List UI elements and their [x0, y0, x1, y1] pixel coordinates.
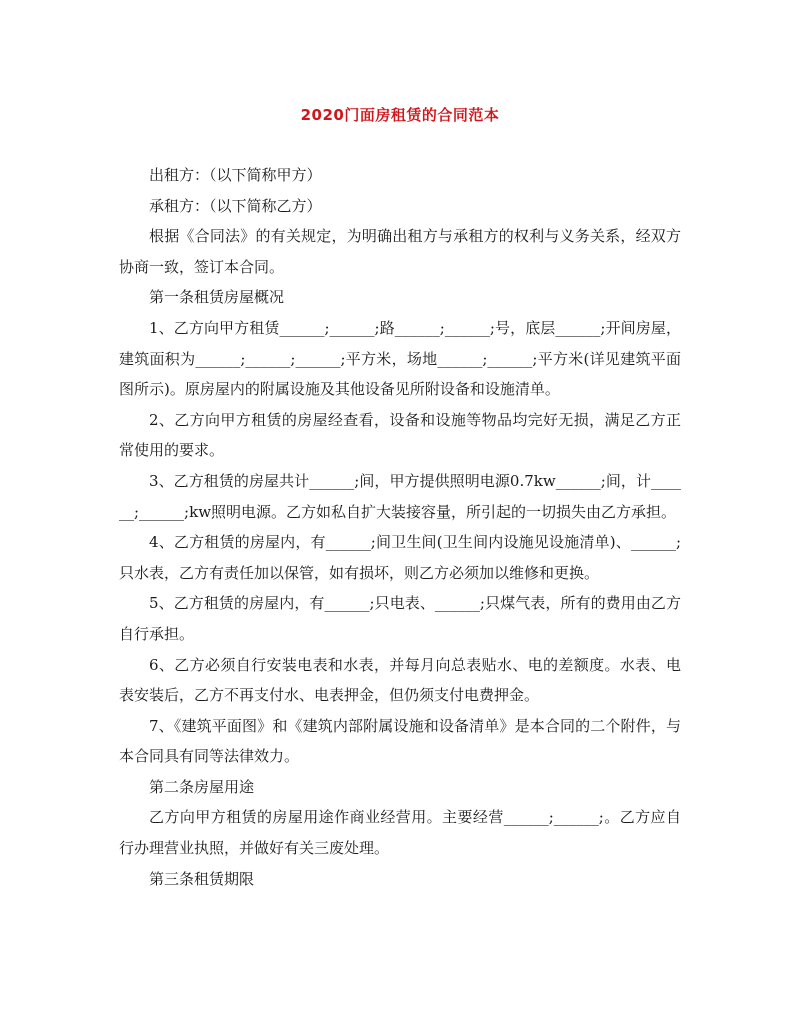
paragraph-clause-1-2: 2、乙方向甲方租赁的房屋经查看，设备和设施等物品均完好无损，满足乙方正常使用的要求。 — [119, 410, 681, 460]
section-heading-2: 第二条房屋用途 — [149, 777, 255, 796]
paragraph-clause-1-4: 4、乙方租赁的房屋内，有______;间卫生间(卫生间内设施见设施清单)、______;只水表，乙方有责任加以保管，如有损坏，则乙方必须加以维修和更换。 — [119, 533, 681, 582]
paragraph-lessor: 出租方：（以下简称甲方） — [149, 166, 322, 184]
section-heading-1: 第一条租赁房屋概况 — [149, 288, 285, 307]
section-heading-3: 第三条租赁期限 — [149, 869, 255, 888]
paragraph-clause-1-7: 7、《建筑平面图》和《建筑内部附属设施和设备清单》是本合同的二个附件，与本合同具有同等法律效力。 — [119, 716, 681, 766]
paragraph-clause-1-6: 6、乙方必须自行安装电表和水表，并每月向总表贴水、电的差额度。水表、电表安装后，乙方不再支付水、电表押金，但仍须支付电费押金。 — [119, 655, 681, 705]
paragraph-clause-1-1: 1、乙方向甲方租赁______;______;路______;______;号，底层______;开间房屋，建筑面积为______;______;______;平方米，场地______;______;平方米(详见建筑平面图所示)。原房屋内的附属设施及其他设备见所附设备和设施清单。 — [119, 318, 681, 399]
paragraph-preamble: 根据《合同法》的有关规定，为明确出租方与承租方的权利与义务关系，经双方协商一致，签订本合同。 — [119, 227, 681, 276]
paragraph-clause-1-3: 3、乙方租赁的房屋共计______;间，甲方提供照明电源0.7kw______;间，计______;______;kw照明电源。乙方如私自扩大装接容量，所引起的一切损失由乙方承担。 — [119, 471, 681, 521]
paragraph-lessee: 承租方：（以下简称乙方） — [149, 196, 322, 215]
document-title: 2020门面房租赁的合同范本 — [300, 106, 500, 124]
paragraph-clause-1-5: 5、乙方租赁的房屋内，有______;只电表、______;只煤气表，所有的费用由乙方自行承担。 — [119, 594, 681, 643]
paragraph-clause-2: 乙方向甲方租赁的房屋用途作商业经营用。主要经营______;______;。乙方应自行办理营业执照，并做好有关三废处理。 — [119, 808, 681, 858]
document-body — [119, 160, 681, 894]
